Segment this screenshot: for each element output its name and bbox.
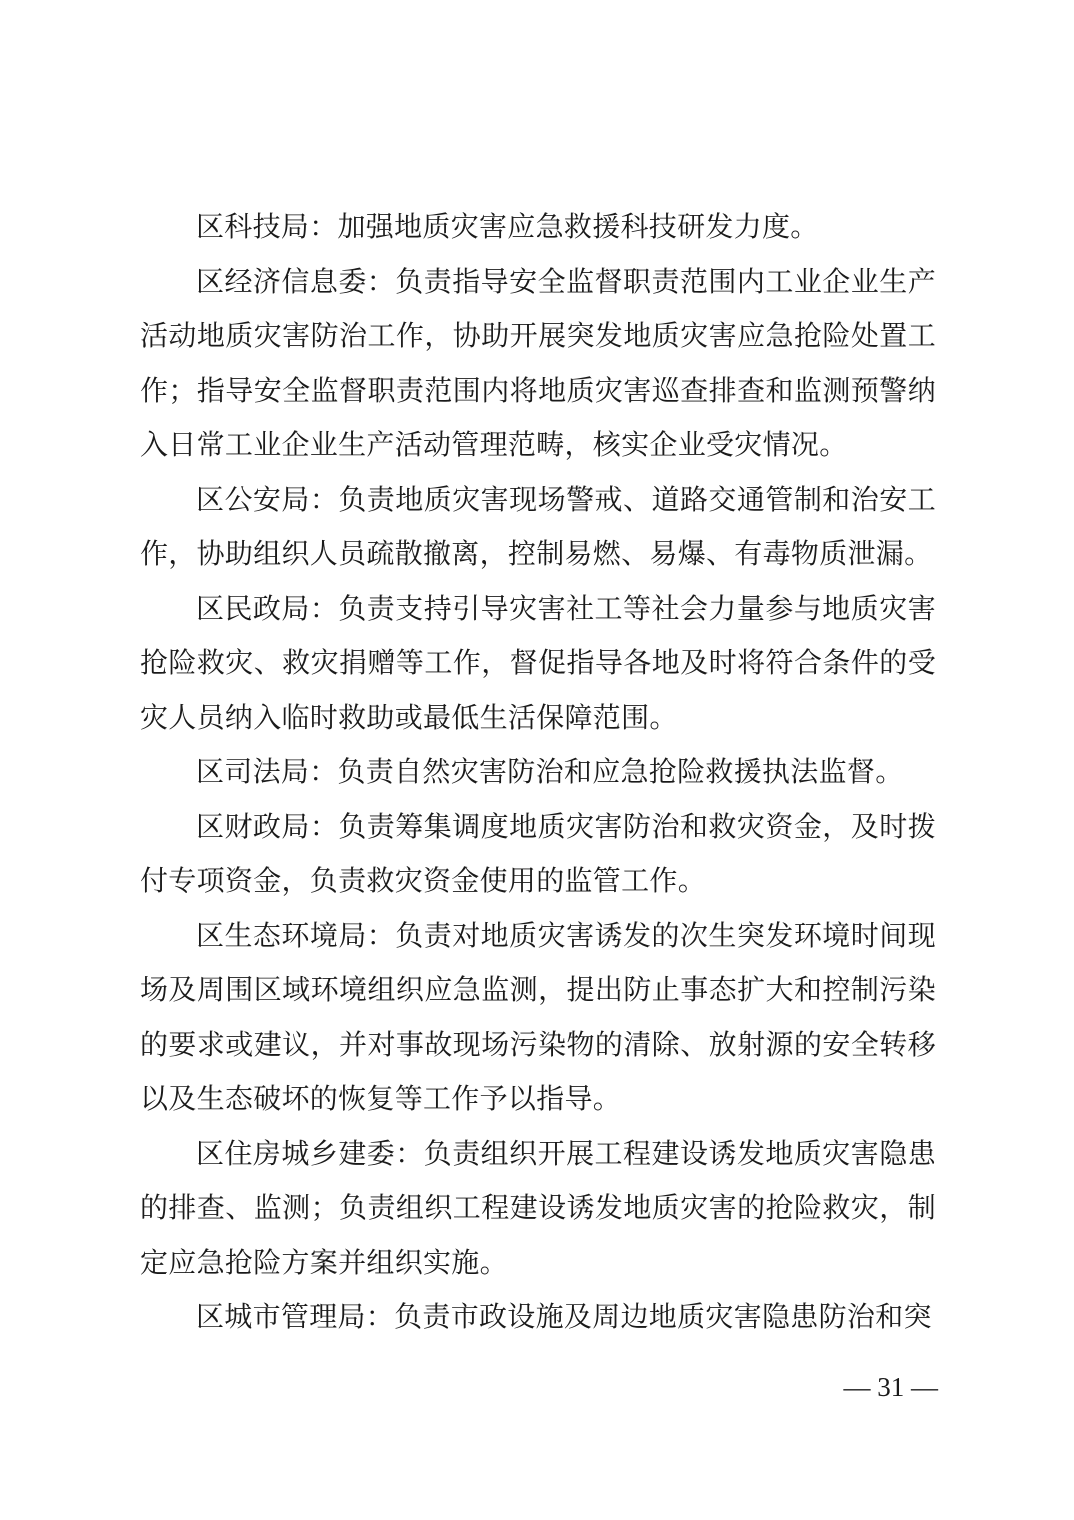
paragraph-justice-bureau: 区司法局：负责自然灾害防治和应急抢险救援执法监督。: [196, 755, 904, 788]
paragraph-civil-affairs-bureau: 区民政局：负责支持引导灾害社工等社会力量参与地质灾害抢险救灾、救灾捐赠等工作，督促指导各地及时将符合条件的受灾人员纳入临时救助或最低生活保障范围。: [140, 591, 936, 734]
page-number: — 31 —: [843, 1372, 938, 1402]
paragraph-economy-info-committee: 区经济信息委：负责指导安全监督职责范围内工业企业生产活动地质灾害防治工作，协助开展突发地质灾害应急抢险处置工作；指导安全监督职责范围内将地质灾害巡查排查和监测预警纳入日常工业企业生产活动管理范畴，核实企业受灾情况。: [140, 264, 936, 461]
body-text: [140, 200, 936, 1345]
paragraph-urban-management-bureau: 区城市管理局：负责市政设施及周边地质灾害隐患防治和突: [196, 1300, 932, 1333]
paragraph-science-bureau: 区科技局：加强地质灾害应急救援科技研发力度。: [196, 210, 819, 243]
paragraph-public-security-bureau: 区公安局：负责地质灾害现场警戒、道路交通管制和治安工作，协助组织人员疏散撤离，控制易燃、易爆、有毒物质泄漏。: [140, 482, 936, 570]
paragraph-finance-bureau: 区财政局：负责筹集调度地质灾害防治和救灾资金，及时拨付专项资金，负责救灾资金使用的监管工作。: [140, 809, 936, 897]
paragraph-ecology-environment-bureau: 区生态环境局：负责对地质灾害诱发的次生突发环境时间现场及周围区域环境组织应急监测，提出防止事态扩大和控制污染的要求或建议，并对事故现场污染物的清除、放射源的安全转移以及生态破坏的恢复等工作予以指导。: [140, 918, 936, 1115]
paragraph-housing-construction-committee: 区住房城乡建委：负责组织开展工程建设诱发地质灾害隐患的排查、监测；负责组织工程建设诱发地质灾害的抢险救灾，制定应急抢险方案并组织实施。: [140, 1136, 936, 1279]
